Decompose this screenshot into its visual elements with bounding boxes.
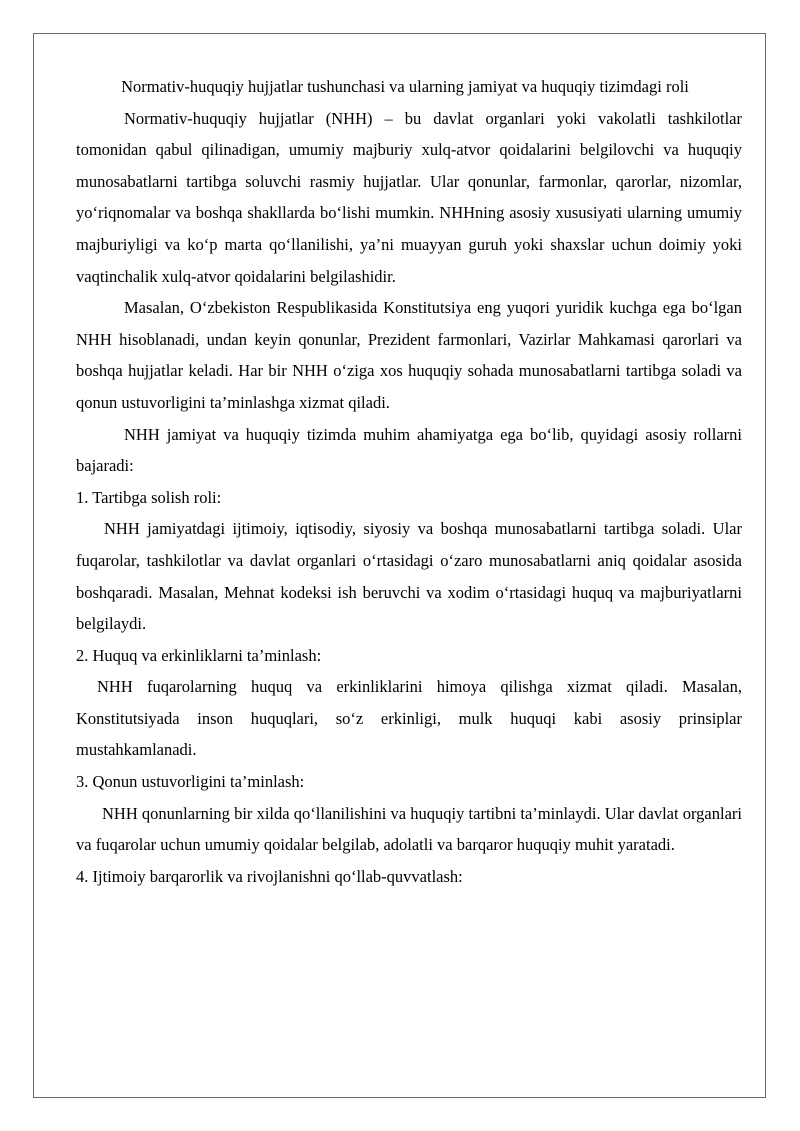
section-text-3: NHH qonunlarning bir xilda qo‘llanilishini va huquqiy tartibni ta’minlaydi. Ular davlat organlari va fuqarolar uchun umumiy qoidalar belgilab, adolatli va barqaror huquqiy muhit yaratadi. — [76, 803, 742, 855]
section-heading-4: 4. Ijtimoiy barqarorlik va rivojlanishni qo‘llab-quvvatlash: — [76, 866, 463, 886]
section-text-1: NHH jamiyatdagi ijtimoiy, iqtisodiy, siyosiy va boshqa munosabatlarni tartibga soladi. Ular fuqarolar, tashkilotlar va davlat organlari o‘rtasidagi o‘zaro munosabatlarni aniq qoidalar asosida boshqaradi. Masalan, Mehnat kodeksi ish beruvchi va xodim o‘rtasidagi huquq va majburiyatlarni belgilaydi. — [76, 519, 742, 634]
paragraph-definition: Normativ-huquqiy hujjatlar (NHH) – bu davlat organlari yoki vakolatli tashkilotlar tomonidan qabul qilinadigan, umumiy majburiy xulq-atvor qoidalarini belgilovchi va huquqiy munosabatlarni tartibga soluvchi rasmiy hujjatlar. Ular qonunlar, farmonlar, qarorlar, nizomlar, yo‘riqnomalar va boshqa shakllarda bo‘lishi mumkin. NHHning asosiy xususiyati ularning umumiy majburiyligi va ko‘p marta qo‘llanilishi, ya’ni muayyan guruh yoki shaxslar uchun doimiy yoki vaqtinchalik xulq-atvor qoidalarini belgilashidir. — [76, 108, 742, 286]
section-heading-3: 3. Qonun ustuvorligini ta’minlash: — [76, 772, 305, 792]
paragraph-example: Masalan, O‘zbekiston Respublikasida Konstitutsiya eng yuqori yuridik kuchga ega bo‘lgan NHH hisoblanadi, undan keyin qonunlar, Prezident farmonlari, Vazirlar Mahkamasi qarorlari va boshqa hujjatlar keladi. Har bir NHH o‘ziga xos huquqiy sohada munosabatlarni tartibga soladi va qonun ustuvorligini ta’minlashga xizmat qiladi. — [76, 298, 742, 412]
document-body — [76, 71, 742, 892]
section-heading-2: 2. Huquq va erkinliklarni ta’minlash: — [76, 645, 322, 665]
document-title: Normativ-huquqiy hujjatlar tushunchasi va ularning jamiyat va huquqiy tizimdagi roli — [121, 77, 689, 96]
paragraph-roles-intro: NHH jamiyat va huquqiy tizimda muhim ahamiyatga ega bo‘lib, quyidagi asosiy rollarni bajaradi: — [76, 424, 742, 476]
section-heading-1: 1. Tartibga solish roli: — [76, 487, 222, 507]
section-text-2: NHH fuqarolarning huquq va erkinliklarini himoya qilishga xizmat qiladi. Masalan, Konstitutsiyada inson huquqlari, so‘z erkinligi, mulk huquqi kabi asosiy prinsiplar mustahkamlanadi. — [76, 677, 742, 760]
